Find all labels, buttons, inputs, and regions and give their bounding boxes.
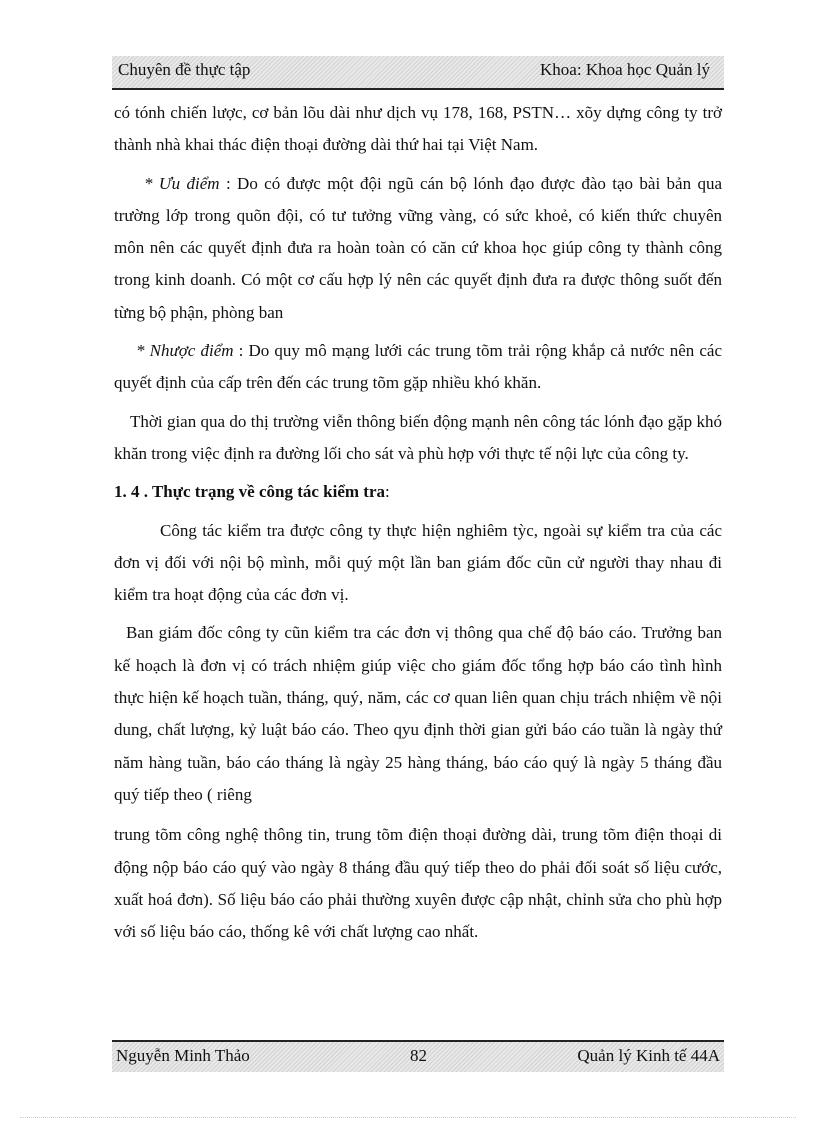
page-footer <box>112 1040 724 1072</box>
advantages-label: * Ưu điểm <box>144 173 220 193</box>
section-heading-text: 1. 4 . Thực trạng về công tác kiểm tra <box>114 482 385 502</box>
page-body <box>114 97 722 954</box>
paragraph-disadvantages <box>114 335 722 400</box>
footer-class: Quản lý Kinh tế 44A <box>577 1046 720 1065</box>
paragraph-inspection: Công tác kiểm tra được công ty thực hiện nghiêm tỳc, ngoài sự kiểm tra của các đơn vị đối với nội bộ mình, mỗi quý một lần ban giám đốc cũn cử người thay nhau đi kiểm tra hoạt động của các đơn vị. <box>114 520 722 605</box>
paragraph-strategy: có tónh chiến lược, cơ bản lõu dài như dịch vụ 178, 168, PSTN… xõy dựng công ty trở thành nhà khai thác điện thoại đường dài thứ hai tại Việt Nam. <box>114 103 722 155</box>
disadvantages-text: : Do quy mô mạng lưới các trung tõm trải rộng khắp cả nước nên các quyết định của cấp trên đến các trung tõm gặp nhiều khó khăn. <box>114 341 722 393</box>
section-heading-colon: : <box>385 482 390 502</box>
advantages-text: : Do có được một đội ngũ cán bộ lónh đạo được đào tạo bài bản qua trường lớp trong quõn đội, có tư tưởng vững vàng, có sức khoẻ, có kiến thức chuyên môn nên các quyết định đưa ra hoàn toàn có căn cứ khoa học giúp công ty thành công trong kinh doanh. Có một cơ cấu hợp lý nên các quyết định đưa ra được thông suốt đến từng bộ phận, phòng ban <box>114 173 722 322</box>
paragraph-advantages <box>114 168 722 329</box>
paragraph-market: Thời gian qua do thị trường viễn thông biến động mạnh nên công tác lónh đạo gặp khó khăn trong việc định ra đường lối cho sát và phù hợp với thực tế nội lực của công ty. <box>114 411 722 463</box>
section-heading <box>114 476 722 508</box>
footer-author: Nguyễn Minh Thảo <box>116 1046 250 1065</box>
page-number: 82 <box>410 1046 427 1065</box>
header-subject: Chuyên đề thực tập <box>118 60 251 79</box>
paragraph-reporting: Ban giám đốc công ty cũn kiểm tra các đơn vị thông qua chế độ báo cáo. Trưởng ban kế hoạch là đơn vị có trách nhiệm giúp việc cho giám đốc tổng hợp báo cáo tình hình thực hiện kế hoạch tuần, tháng, quý, năm, các cơ quan liên quan chịu trách nhiệm về nội dung, chất lượng, kỷ luật báo cáo. Theo qyu định thời gian gửi báo cáo tuần là ngày thứ năm hàng tuần, báo cáo tháng là ngày 25 hàng tháng, báo cáo quý là ngày 5 tháng đầu quý tiếp theo ( riêng <box>114 623 722 804</box>
bottom-dotted-rule <box>20 1117 796 1118</box>
header-faculty: Khoa: Khoa học Quản lý <box>540 60 710 79</box>
page-header <box>112 56 724 90</box>
disadvantages-label: * Nhược điểm <box>136 341 234 361</box>
paragraph-reporting-continued: trung tõm công nghệ thông tin, trung tõm điện thoại đường dài, trung tõm điện thoại di động nộp báo cáo quý vào ngày 8 tháng đầu quý tiếp theo do phải đối soát số liệu cước, xuất hoá đơn). Số liệu báo cáo phải thường xuyên được cập nhật, chỉnh sửa cho phù hợp với số liệu báo cáo, thống kê với chất lượng cao nhất. <box>114 825 722 942</box>
